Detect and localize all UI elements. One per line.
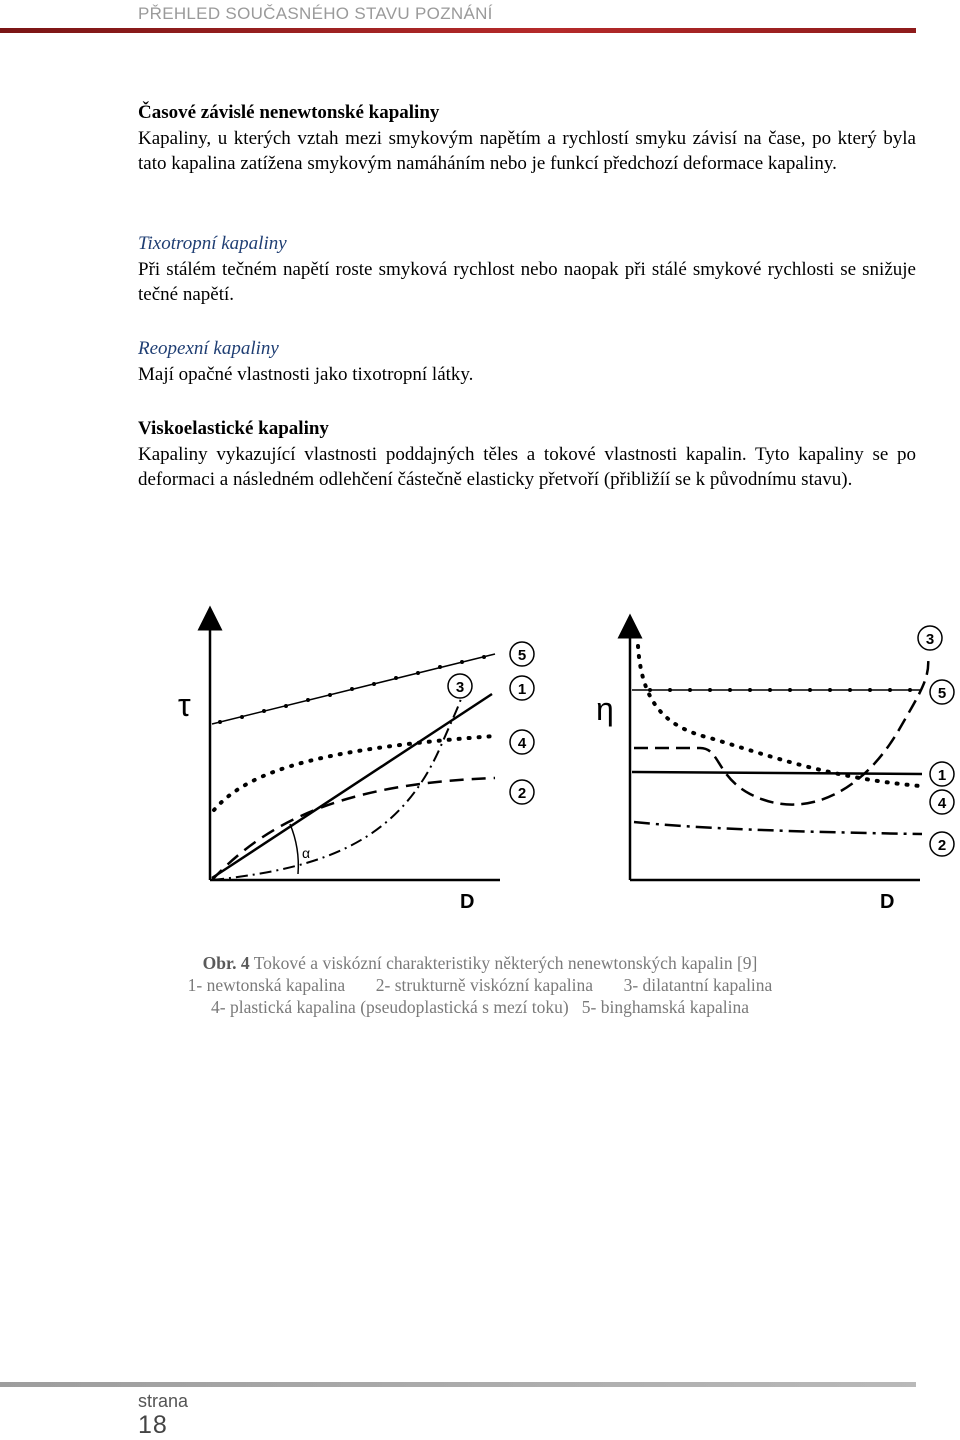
section-viscoelastic [138,416,916,493]
svg-text:4: 4 [937,795,947,812]
caption-line-2: 1- newtonská kapalina 2- strukturně viskózní kapalina 3- dilatantní kapalina [187,975,773,995]
caption-label: Obr. 4 [202,953,250,973]
curve-number-1 [930,762,954,786]
svg-text:5: 5 [937,685,947,702]
section-rheopectic [138,336,916,387]
eta-axis-label: η [596,691,614,727]
section-text: Kapaliny vykazující vlastnosti poddajných těles a tokové vlastnosti kapalin. Tyto kapaliny se po deformaci a následném odlehčení částečně elasticky přetvoří (přibližíí se k původnímu stavu). [138,443,916,490]
footer-page-number: 18 [138,1411,168,1439]
curve-number-3 [448,674,472,698]
curve-number-3 [918,626,942,650]
curve-4 [638,646,920,786]
curve-1 [212,694,492,878]
caption-line-1 [0,952,960,974]
tau-axis-label: τ [178,687,191,723]
rheology-figure [150,598,960,938]
curve-1 [632,772,922,774]
curve-number-4 [930,790,954,814]
viscosity-curve-chart [596,626,954,913]
section-heading: Časové závislé nenewtonské kapaliny [138,102,440,123]
curve-3 [634,658,928,805]
footer-page-label: strana [138,1391,189,1411]
svg-text:5: 5 [517,647,527,664]
curve-number-5 [930,680,954,704]
section-heading: Viskoelastické kapaliny [138,418,329,439]
svg-text:1: 1 [517,681,527,698]
curve-number-2 [510,780,534,804]
curve-4 [214,736,495,810]
svg-text:2: 2 [937,837,947,854]
section-text: Kapaliny, u kterých vztah mezi smykovým napětím a rychlostí smyku závisí na čase, po který byla tato kapalina zatížena smykovým namáháním nebo je funkcí předchozí deformace kapaliny. [138,127,916,174]
section-subheading: Reopexní kapaliny [138,338,279,359]
curve-5-ticks [218,655,486,724]
curve-number-4 [510,730,534,754]
figure-caption [0,952,960,1018]
caption-line-3: 4- plastická kapalina (pseudoplastická s mezí toku) 5- binghamská kapalina [211,997,749,1017]
section-subheading: Tixotropní kapaliny [138,233,287,254]
alpha-label: α [302,845,311,861]
curve-2 [212,778,495,880]
header-rule [0,28,916,33]
section-text: Při stálém tečném napětí roste smyková rychlost nebo naopak při stálé smykové rychlosti se snižuje tečné napětí. [138,258,916,305]
curve-number-1 [510,676,534,700]
curve-number-2 [930,832,954,856]
section-time-dependent [138,100,916,177]
curve-number-5 [510,642,534,666]
d-axis-label: D [880,891,895,913]
section-thixotropic [138,231,916,308]
svg-text:2: 2 [517,785,527,802]
svg-text:4: 4 [517,735,527,752]
caption-title: Tokové a viskózní charakteristiky některých nenewtonských kapalin [9] [253,953,758,973]
curve-2 [634,822,922,834]
svg-text:3: 3 [455,679,465,696]
svg-text:1: 1 [937,767,947,784]
footer-rule [0,1382,916,1387]
d-axis-label: D [460,891,475,913]
section-text: Mají opačné vlastnosti jako tixotropní látky. [138,363,474,385]
flow-curve-chart [178,618,534,913]
page-header-title: PŘEHLED SOUČASNÉHO STAVU POZNÁNÍ [138,4,493,23]
svg-text:3: 3 [925,631,935,648]
